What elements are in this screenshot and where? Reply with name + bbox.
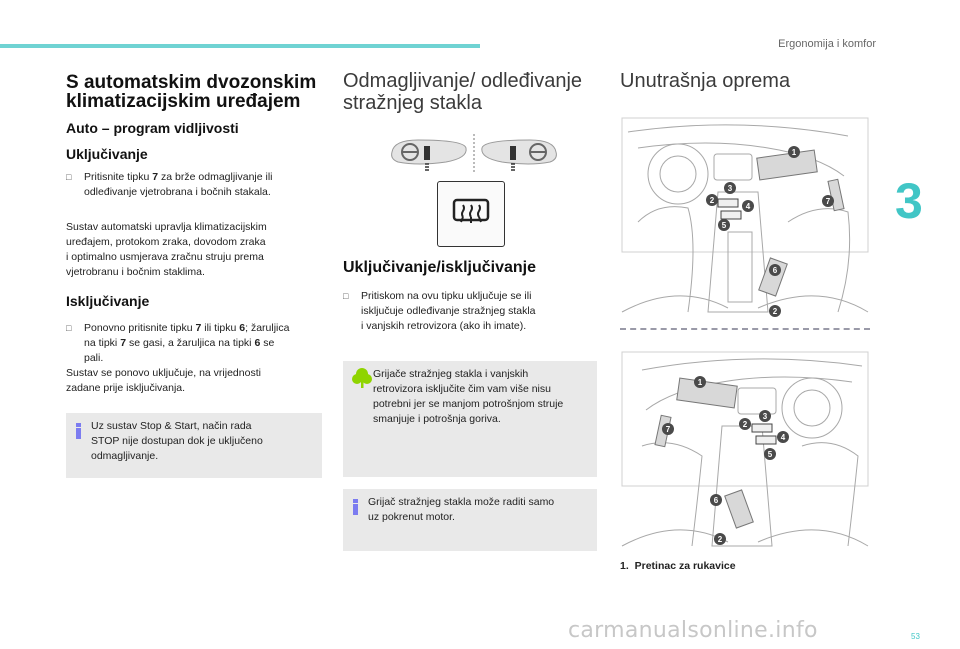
eco-note-box <box>343 361 597 477</box>
marker-label: 2 <box>742 420 748 429</box>
markers-bottom <box>618 346 872 552</box>
off-instruction: □ Ponovno pritisnite tipku 7 ili tipku 6; žaruljica na tipki 7 se gasi, a žaruljica na tipki 6 se pali. Sustav se ponovo uključuje, na vrijednosti zadane prije isključivanja. <box>66 322 290 394</box>
eco-note-text: Grijače stražnjeg stakla i vanjskih retrovizora isključite čim vam više nisu potrebni jer se manjom potrošnjom struje smanjuje i potrošnja goriva. <box>373 368 564 425</box>
marker-layer-top <box>618 112 872 322</box>
rear-defrost-icon <box>451 196 491 232</box>
marker-label: 2 <box>717 535 723 544</box>
subtitle: Auto – program vidljivosti <box>66 120 239 136</box>
eco-leaf-icon <box>351 366 373 390</box>
mirrors-illustration <box>388 132 560 176</box>
rear-defrost-instruction: □ Pritiskom na ovu tipku uključuje se ili isključuje odleđivanje stražnjeg stakla i vanjskih retrovizora (ako ih imate). <box>343 290 536 332</box>
marker-label: 2 <box>772 307 778 316</box>
right-mirror-icon <box>482 140 557 170</box>
heading-on: Uključivanje <box>66 146 148 162</box>
section-title-line: klimatizacijskim uređajem <box>66 91 301 112</box>
paragraph-auto-control: Sustav automatski upravlja klimatizacijskim uređajem, protokom zraka, dovodom zraka i optimalno usmjerava zračnu struju prema vjetrobranu i bočnim staklima. <box>66 221 267 278</box>
markers-top <box>618 112 872 322</box>
illustration-divider <box>620 328 870 330</box>
info-icon <box>353 499 358 515</box>
marker-label: 6 <box>772 266 778 275</box>
bullet-icon: □ <box>343 291 349 301</box>
note-text: Grijač stražnjeg stakla može raditi samo uz pokrenut motor. <box>368 496 555 523</box>
marker-label: 6 <box>713 496 719 505</box>
note-box <box>66 413 322 478</box>
bullet-icon: □ <box>66 323 72 333</box>
on-instruction: □ Pritisnite tipku 7 za brže odmagljivanje ili odleđivanje vjetrobrana i bočnih stakala. <box>66 171 273 198</box>
page-number: 53 <box>911 632 920 641</box>
marker-label: 7 <box>665 425 671 434</box>
marker-label: 5 <box>767 450 773 459</box>
marker-label: 3 <box>727 184 733 193</box>
left-mirror-icon <box>392 140 467 170</box>
note-box-engine <box>343 489 597 551</box>
marker-label: 1 <box>791 148 797 157</box>
watermark: carmanualsonline.info <box>568 618 818 643</box>
heading-off: Isključivanje <box>66 293 150 309</box>
marker-label: 5 <box>721 221 727 230</box>
marker-label: 7 <box>825 197 831 206</box>
section-title-rear-defrost: Odmagljivanje/ odleđivanje stražnjeg stakla <box>343 70 583 114</box>
section-title-line: S automatskim dvozonskim <box>66 72 317 93</box>
figure-caption <box>620 560 736 572</box>
info-icon <box>76 423 81 439</box>
chapter-number: 3 <box>895 173 923 229</box>
marker-label: 4 <box>780 433 786 442</box>
section-title <box>66 73 316 111</box>
rear-defrost-button[interactable] <box>437 181 505 247</box>
marker-label: 1 <box>697 378 703 387</box>
chapter-header-title: Ergonomija i komfor <box>778 38 876 50</box>
caption-text: Pretinac za rukavice <box>634 560 736 572</box>
heading-on-off: Uključivanje/isključivanje <box>343 259 536 276</box>
header-accent-bar <box>0 44 480 48</box>
bullet-icon: □ <box>66 172 72 182</box>
marker-label: 3 <box>762 412 768 421</box>
section-title-interior: Unutrašnja oprema <box>620 70 791 92</box>
marker-label: 2 <box>709 196 715 205</box>
marker-label: 4 <box>745 202 751 211</box>
marker-layer-bottom <box>618 346 872 552</box>
caption-number: 1. <box>620 560 629 572</box>
note-text: Uz sustav Stop & Start, način rada STOP nije dostupan dok je uključeno odmagljivanje. <box>91 420 263 462</box>
